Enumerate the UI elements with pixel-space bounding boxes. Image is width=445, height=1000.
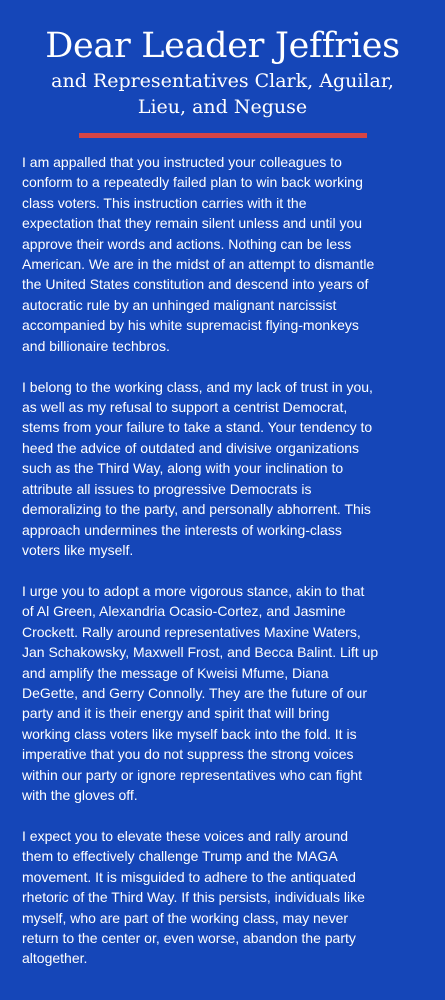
paragraph-line: as well as my refusal to support a centrist Democrat, <box>22 399 348 416</box>
paragraph-line: myself, who are part of the working class, may never <box>22 909 349 926</box>
paragraph-line: class voters. This instruction carries with it the <box>22 194 307 211</box>
paragraph-line: them to effectively challenge Trump and the MAGA <box>22 848 338 865</box>
paragraph-line: and amplify the message of Kweisi Mfume, Diana <box>22 664 329 681</box>
paragraph-line: I am appalled that you instructed your colleagues to <box>22 154 342 170</box>
paragraph-line: of Al Green, Alexandria Ocasio-Cortez, and Jasmine <box>22 603 346 620</box>
paragraph-line: with the gloves off. <box>22 786 138 803</box>
paragraph-line: stems from your failure to take a stand. Your tendency to <box>22 419 373 436</box>
paragraph-line: such as the Third Way, along with your inclination to <box>22 460 344 477</box>
paragraph-line: heed the advice of outdated and divisive organizations <box>22 439 360 456</box>
paragraph-line: conform to a repeatedly failed plan to win back working <box>22 174 363 191</box>
paragraph-1 <box>22 152 425 356</box>
paragraph-line: and billionaire techbros. <box>22 337 170 354</box>
letter-title: Dear Leader Jeffries <box>45 26 400 66</box>
paragraph-line: voters like myself. <box>22 541 134 558</box>
paragraph-line: DeGette, and Gerry Connolly. They are the future of our <box>22 684 367 701</box>
paragraph-line: movement. It is misguided to adhere to the antiquated <box>22 868 356 885</box>
paragraph-line: attribute all issues to progressive Democrats is <box>22 480 312 497</box>
subtitle-line-1: and Representatives Clark, Aguilar, <box>51 70 394 92</box>
paragraph-4 <box>22 826 425 969</box>
paragraph-3 <box>22 581 425 805</box>
paragraph-line: approach undermines the interests of working-class <box>22 521 342 538</box>
paragraph-line: I urge you to adopt a more vigorous stance, akin to that <box>22 582 365 599</box>
letter-subtitle <box>0 68 445 120</box>
paragraph-line: imperative that you do not suppress the strong voices <box>22 746 354 763</box>
paragraph-line: working class voters like myself back into the fold. It is <box>22 725 357 742</box>
paragraph-line: autocratic rule by an unhinged malignant narcissist <box>22 296 337 313</box>
subtitle-line-2: Lieu, and Neguse <box>137 96 308 118</box>
paragraph-line: American. We are in the midst of an attempt to dismantle <box>22 256 375 273</box>
paragraph-line: I belong to the working class, and my lack of trust in you, <box>22 378 373 395</box>
letter-body <box>22 152 425 989</box>
paragraph-line: Crockett. Rally around representatives Maxine Waters, <box>22 623 361 640</box>
paragraph-line: approve their words and actions. Nothing can be less <box>22 235 352 252</box>
paragraph-line: Jan Schakowsky, Maxwell Frost, and Becca Balint. Lift up <box>22 644 379 661</box>
paragraph-line: party and it is their energy and spirit that will bring <box>22 705 330 722</box>
paragraph-line: I expect you to elevate these voices and rally around <box>22 827 349 844</box>
paragraph-line: altogether. <box>22 950 88 967</box>
paragraph-2 <box>22 377 425 561</box>
paragraph-line: rhetoric of the Third Way. If this persists, individuals like <box>22 889 365 906</box>
paragraph-line: accompanied by his white supremacist flying-monkeys <box>22 317 359 334</box>
paragraph-line: demoralizing to the party, and personally abhorrent. This <box>22 501 371 518</box>
paragraph-line: expectation that they remain silent unless and until you <box>22 215 363 232</box>
paragraph-line: the United States constitution and descend into years of <box>22 276 369 293</box>
divider-rule <box>79 133 367 138</box>
paragraph-line: return to the center or, even worse, abandon the party <box>22 930 356 946</box>
paragraph-line: within our party or ignore representatives who can fight <box>22 766 363 783</box>
